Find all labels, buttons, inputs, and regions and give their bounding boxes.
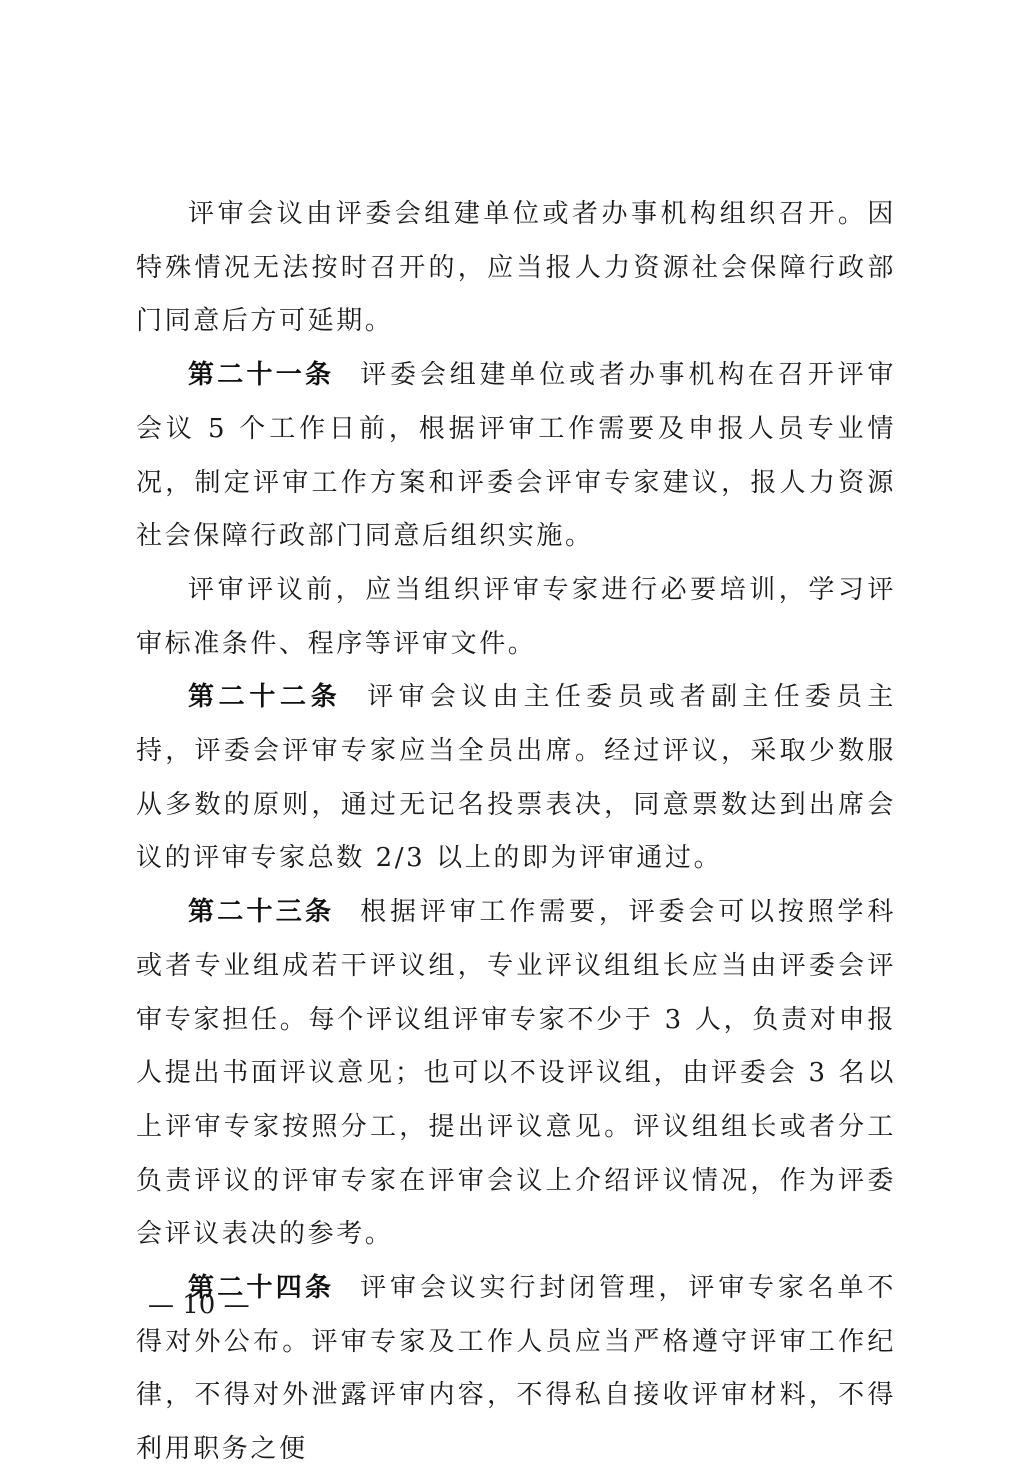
paragraph-text: 评审会议实行封闭管理，评审专家名单不得对外公布。评审专家及工作人员应当严格遵守评审工作纪律，不得对外泄露评审内容，不得私自接收评审材料，不得利用职务之便 <box>136 1273 896 1465</box>
document-body <box>136 188 896 1477</box>
paragraph-training <box>136 564 896 671</box>
article-number: 第二十二条 <box>188 682 342 713</box>
article-number: 第二十一条 <box>188 360 335 391</box>
paragraph-text: 评审会议由评委会组建单位或者办事机构组织召开。因特殊情况无法按时召开的，应当报人力资源社会保障行政部门同意后方可延期。 <box>136 199 896 337</box>
paragraph-text: 评审会议由主任委员或者副主任委员主持，评委会评审专家应当全员出席。经过评议，采取少数服从多数的原则，通过无记名投票表决，同意票数达到出席会议的评审专家总数 2/3 以上的即为评审通过。 <box>136 682 896 874</box>
paragraph-intro <box>136 188 896 349</box>
article-number: 第二十三条 <box>188 897 335 928</box>
article-22 <box>136 671 896 886</box>
article-23 <box>136 886 896 1262</box>
article-24 <box>136 1262 896 1477</box>
paragraph-text: 根据评审工作需要，评委会可以按照学科或者专业组成若干评议组，专业评议组组长应当由评委会评审专家担任。每个评议组评审专家不少于 3 人，负责对申报人提出书面评议意见；也可以不设评议组，由评委会 3 名以上评审专家按照分工，提出评议意见。评议组组长或者分工负责评议的评审专家在评审会议上介绍评议情况，作为评委会评议表决的参考。 <box>136 897 896 1250</box>
article-number: 第二十四条 <box>188 1273 335 1304</box>
article-21 <box>136 349 896 564</box>
page-number: — 10 — <box>148 1290 250 1320</box>
paragraph-text: 评委会组建单位或者办事机构在召开评审会议 5 个工作日前，根据评审工作需要及申报人员专业情况，制定评审工作方案和评委会评审专家建议，报人力资源社会保障行政部门同意后组织实施。 <box>136 360 896 552</box>
paragraph-text: 评审评议前，应当组织评审专家进行必要培训，学习评审标准条件、程序等评审文件。 <box>136 574 896 659</box>
